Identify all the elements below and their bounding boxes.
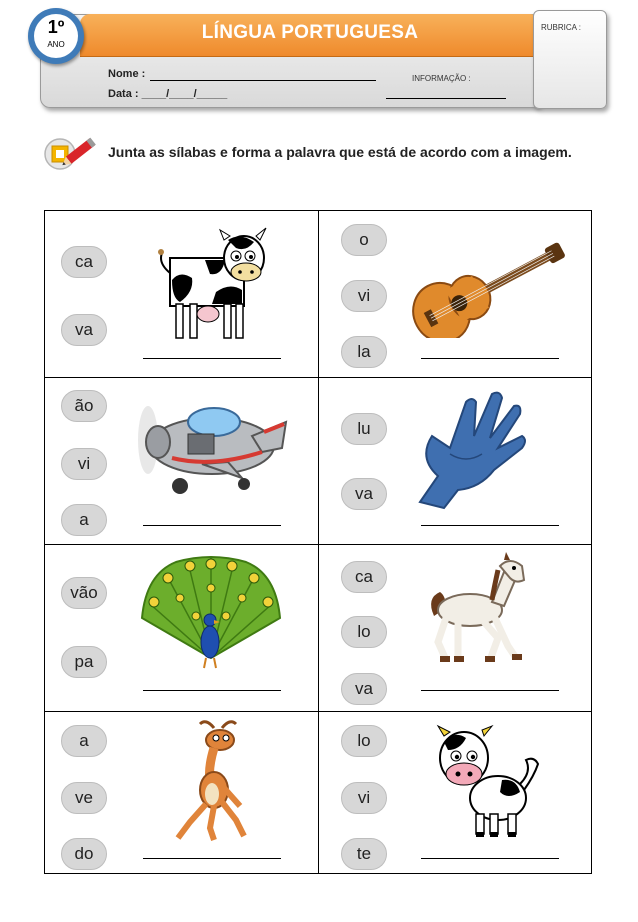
syllable-chip[interactable]: ve: [61, 782, 107, 814]
cow-picture: [150, 218, 268, 342]
peacock-picture: [136, 554, 286, 670]
answer-line[interactable]: [143, 525, 281, 526]
syllable-chip[interactable]: o: [341, 224, 387, 256]
glove-picture: [410, 384, 528, 510]
syllable-chip[interactable]: te: [341, 838, 387, 870]
airplane-picture: [132, 392, 292, 500]
syllable-chip[interactable]: a: [61, 725, 107, 757]
grid-divider-vertical: [318, 210, 319, 874]
syllable-chip[interactable]: pa: [61, 646, 107, 678]
name-label: Nome :: [108, 68, 146, 80]
syllable-chip[interactable]: va: [61, 314, 107, 346]
syllable-chip[interactable]: lo: [341, 616, 387, 648]
syllable-chip[interactable]: lu: [341, 413, 387, 445]
answer-line[interactable]: [421, 358, 559, 359]
answer-line[interactable]: [421, 858, 559, 859]
guitar-picture: [410, 232, 576, 338]
instruction-text: Junta as sílabas e forma a palavra que está de acordo com a imagem.: [108, 144, 572, 160]
answer-line[interactable]: [421, 525, 559, 526]
answer-line[interactable]: [421, 690, 559, 691]
grid-divider-row-2: [44, 544, 592, 545]
syllable-chip[interactable]: lo: [341, 725, 387, 757]
info-label: INFORMAÇÃO :: [412, 74, 471, 83]
syllable-chip[interactable]: vi: [341, 782, 387, 814]
answer-line[interactable]: [143, 358, 281, 359]
syllable-chip[interactable]: ão: [61, 390, 107, 422]
answer-line[interactable]: [143, 858, 281, 859]
name-field[interactable]: [150, 80, 376, 81]
syllable-chip[interactable]: va: [341, 478, 387, 510]
syllable-chip[interactable]: do: [61, 838, 107, 870]
rubric-label: RUBRICA :: [541, 23, 582, 32]
syllable-chip[interactable]: va: [341, 673, 387, 705]
horse-picture: [424, 552, 528, 664]
syllable-chip[interactable]: vão: [61, 577, 107, 609]
deer-picture: [170, 718, 254, 842]
date-field[interactable]: Data : ____/____/_____: [108, 88, 228, 100]
grid-divider-row-3: [44, 711, 592, 712]
pencil-checkbox-icon: [40, 132, 100, 174]
answer-line[interactable]: [143, 690, 281, 691]
syllable-chip[interactable]: vi: [61, 448, 107, 480]
syllable-chip[interactable]: ca: [61, 246, 107, 278]
grade-number: 1º: [47, 17, 65, 37]
syllable-chip[interactable]: vi: [341, 280, 387, 312]
info-field[interactable]: [386, 98, 506, 99]
calf-picture: [430, 720, 542, 840]
subject-title: LÍNGUA PORTUGUESA: [201, 22, 419, 43]
grid-divider-row-1: [44, 377, 592, 378]
syllable-chip[interactable]: a: [61, 504, 107, 536]
syllable-chip[interactable]: ca: [341, 561, 387, 593]
syllable-chip[interactable]: la: [341, 336, 387, 368]
grade-label: ANO: [47, 40, 65, 49]
